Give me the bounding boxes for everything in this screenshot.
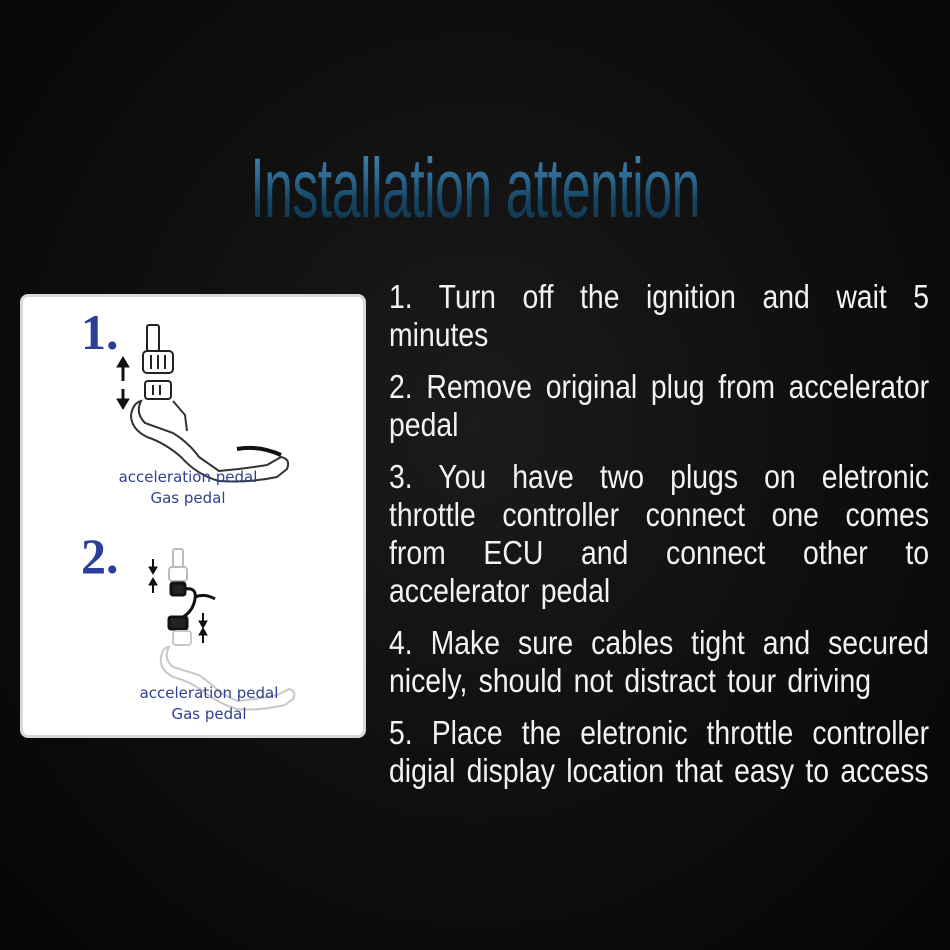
diagram-illustration bbox=[23, 297, 366, 738]
cable-icon bbox=[169, 583, 215, 629]
arrow-down-icon bbox=[199, 613, 207, 628]
pedal-label-line: acceleration pedal bbox=[139, 684, 279, 702]
diagram-step-1-number: 1. bbox=[81, 304, 119, 360]
diagram-step-2-label bbox=[129, 683, 289, 725]
step-4: 4. Make sure cables tight and secured nicely, should not distract tour driving bbox=[389, 624, 930, 699]
diagram-step-1-label bbox=[108, 467, 268, 509]
connector-plug-icon bbox=[143, 325, 173, 399]
connector-plug-icon bbox=[169, 549, 187, 581]
pedal-label-line: Gas pedal bbox=[171, 705, 247, 723]
pedal-label-line: Gas pedal bbox=[150, 489, 226, 507]
arrow-up-icon bbox=[117, 357, 129, 381]
pedal-label-line: acceleration pedal bbox=[118, 468, 258, 486]
step-1: 1. Turn off the ignition and wait 5 minutes bbox=[389, 278, 930, 353]
step-3: 3. You have two plugs on eletronic throttle controller connect one comes from ECU and connect other to accelerator pedal bbox=[389, 458, 930, 609]
arrow-down-icon bbox=[117, 389, 129, 409]
installation-diagram bbox=[20, 294, 366, 738]
installation-steps bbox=[389, 278, 929, 804]
arrow-up-icon bbox=[149, 578, 157, 593]
arrow-down-icon bbox=[149, 559, 157, 574]
step-5: 5. Place the eletronic throttle controller digial display location that easy to access bbox=[389, 714, 930, 789]
diagram-step-2-number: 2. bbox=[81, 528, 119, 584]
page-title: Installation attention bbox=[181, 138, 770, 238]
step-2: 2. Remove original plug from accelerator pedal bbox=[389, 368, 930, 443]
arrow-up-icon bbox=[199, 628, 207, 643]
